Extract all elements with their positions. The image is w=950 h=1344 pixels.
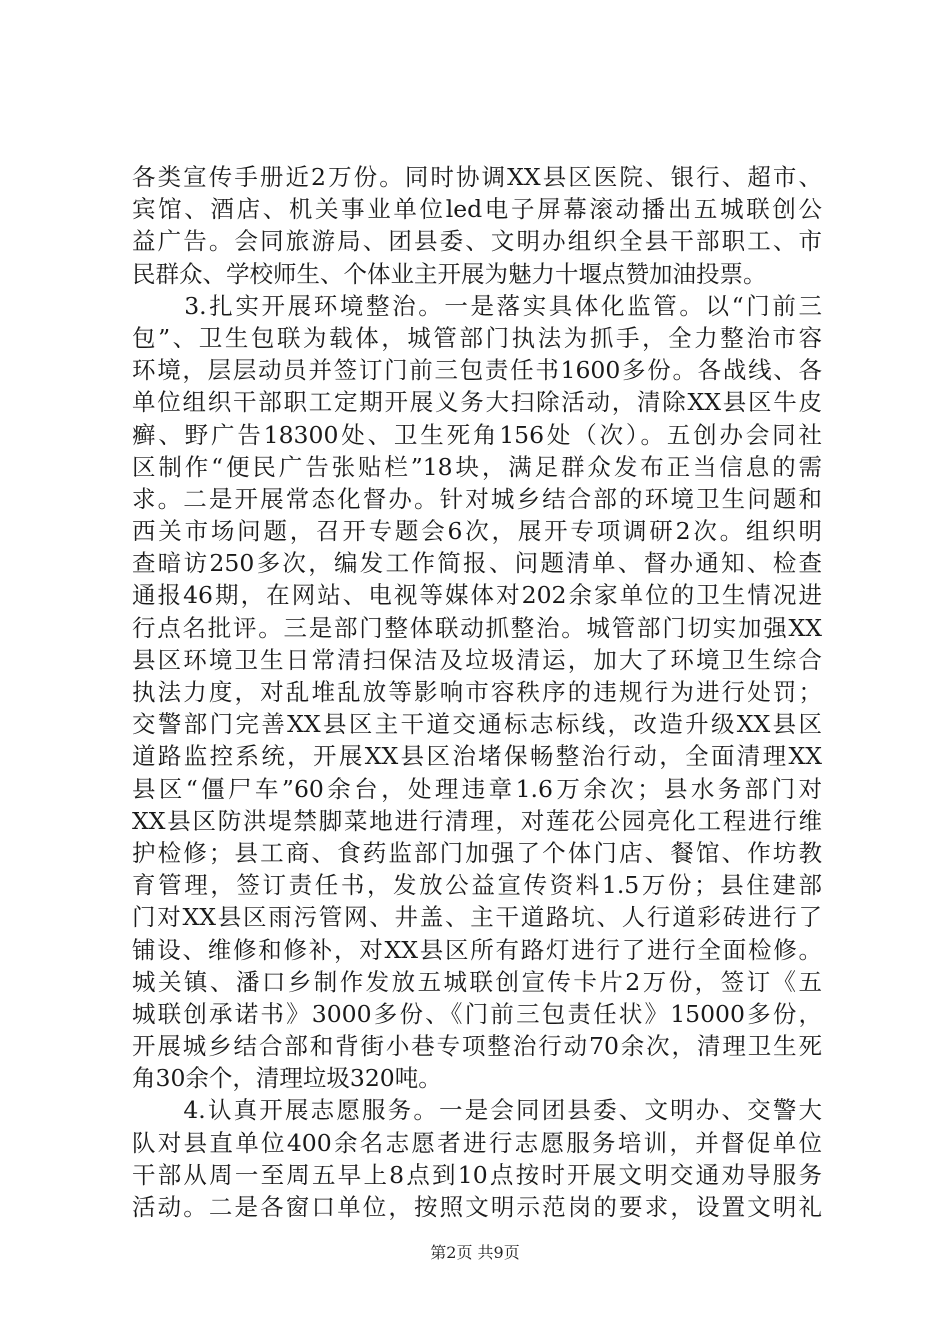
text-line: 包”、卫生包联为载体，城管部门执法为抓手，全力整治市容 (132, 323, 822, 352)
text-line: 护检修；县工商、食药监部门加强了个体门店、餐馆、作坊教 (132, 838, 822, 867)
text-line: 铺设、维修和修补，对XX县区所有路灯进行了进行全面检修。 (132, 935, 822, 964)
text-line: 城关镇、潘口乡制作发放五城联创宣传卡片2万份，签订《五 (132, 967, 822, 996)
text-line: 各类宣传手册近2万份。同时协调XX县区医院、银行、超市、 (132, 163, 822, 191)
text-line: 西关市场问题，召开专题会6次，展开专项调研2次。组织明 (132, 517, 822, 546)
text-line: 环境，层层动员并签订门前三包责任书1600多份。各战线、各 (132, 356, 822, 385)
text-line: 民群众、学校师生、个体业主开展为魅力十堰点赞加油投票。 (132, 259, 767, 288)
text-line: 县区环境卫生日常清扫保洁及垃圾清运，加大了环境卫生综合 (132, 645, 822, 674)
text-line: 育管理，签订责任书，发放公益宣传资料1.5万份；县住建部 (132, 871, 822, 900)
text-line: 队对县直单位400余名志愿者进行志愿服务培训，并督促单位 (132, 1128, 822, 1157)
text-line: 区制作“便民广告张贴栏”18块，满足群众发布正当信息的需 (132, 452, 822, 481)
text-line: 行点名批评。三是部门整体联动抓整治。城管部门切实加强XX (132, 613, 822, 642)
body-text (132, 161, 822, 1223)
text-line: 活动。二是各窗口单位，按照文明示范岗的要求，设置文明礼 (132, 1193, 822, 1221)
text-line: 交警部门完善XX县区主干道交通标志标线，改造升级XX县区 (132, 710, 822, 739)
text-line: 道路监控系统，开展XX县区治堵保畅整治行动，全面清理XX (132, 742, 822, 771)
text-line: 查暗访250多次，编发工作简报、问题清单、督办通知、检查 (132, 549, 822, 578)
text-line: 4.认真开展志愿服务。一是会同团县委、文明办、交警大 (132, 1096, 822, 1125)
page-footer: 第2页 共9页 (430, 1243, 520, 1262)
text-line: XX县区防洪堤禁脚菜地进行清理，对莲花公园亮化工程进行维 (132, 806, 822, 835)
text-line: 角30余个，清理垃圾320吨。 (132, 1064, 442, 1093)
text-line: 干部从周一至周五早上8点到10点按时开展文明交通劝导服务 (132, 1160, 822, 1189)
text-line: 门对XX县区雨污管网、井盖、主干道路坑、人行道彩砖进行了 (132, 903, 822, 932)
text-line: 3.扎实开展环境整治。一是落实具体化监管。以“门前三 (132, 291, 822, 320)
text-line: 开展城乡结合部和背街小巷专项整治行动70余次，清理卫生死 (132, 1032, 822, 1061)
text-line: 宾馆、酒店、机关事业单位led电子屏幕滚动播出五城联创公 (132, 195, 822, 224)
text-line: 城联创承诺书》3000多份、《门前三包责任状》15000多份， (132, 999, 822, 1028)
text-line: 单位组织干部职工定期开展义务大扫除活动，清除XX县区牛皮 (132, 388, 822, 417)
text-line: 癣、野广告18300处、卫生死角156处（次）。五创办会同社 (132, 420, 822, 449)
text-line: 执法力度，对乱堆乱放等影响市容秩序的违规行为进行处罚； (132, 678, 822, 706)
text-line: 益广告。会同旅游局、团县委、文明办组织全县干部职工、市 (132, 227, 822, 256)
text-line: 求。二是开展常态化督办。针对城乡结合部的环境卫生问题和 (132, 484, 822, 513)
text-line: 县区“僵尸车”60余台，处理违章1.6万余次；县水务部门对 (132, 774, 822, 803)
text-line: 通报46期，在网站、电视等媒体对202余家单位的卫生情况进 (132, 581, 822, 610)
